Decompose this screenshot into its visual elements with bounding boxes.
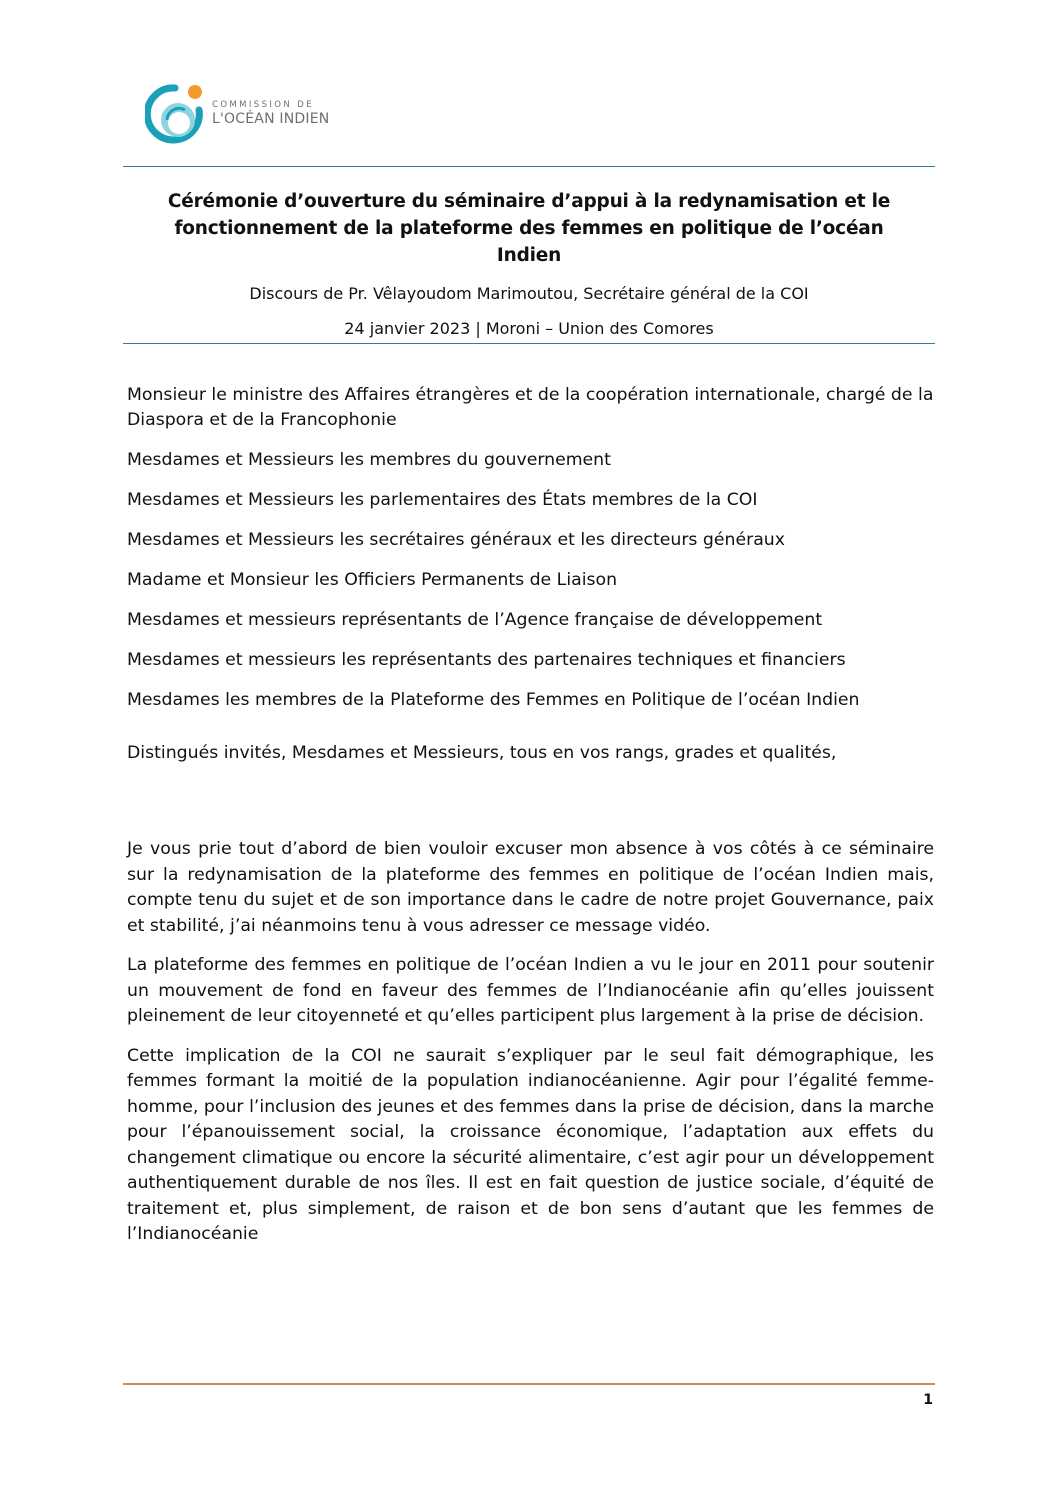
salutation-item: Madame et Monsieur les Officiers Permanents de Liaison bbox=[127, 570, 618, 590]
logo-line-2: L'OCÉAN INDIEN bbox=[212, 111, 330, 127]
speaker-line: Discours de Pr. Vêlayoudom Marimoutou, Secrétaire général de la COI bbox=[249, 284, 809, 303]
salutation-item: Mesdames les membres de la Plateforme des Femmes en Politique de l’océan Indien bbox=[127, 690, 860, 710]
header-divider bbox=[123, 166, 935, 167]
title-line: Indien bbox=[496, 245, 562, 266]
logo-line-1: COMMISSION DE bbox=[212, 100, 314, 110]
subtitle-divider bbox=[123, 343, 935, 344]
salutation-item: Mesdames et Messieurs les parlementaires des États membres de la COI bbox=[127, 490, 758, 510]
speech-body bbox=[127, 837, 934, 1262]
coi-emblem-icon bbox=[145, 80, 207, 146]
salutation-item: Monsieur le ministre des Affaires étrangères et de la coopération internationale, chargé de la Diaspora et de la Francophonie bbox=[127, 385, 934, 430]
salutation-item: Mesdames et Messieurs les secrétaires généraux et les directeurs généraux bbox=[127, 530, 785, 550]
body-paragraph: La plateforme des femmes en politique de l’océan Indien a vu le jour en 2011 pour soutenir un mouvement de fond en faveur des femmes de l’Indianocéanie afin qu’elles jouissent pleinement de leur citoyenneté et qu’elles participent plus largement à la prise de décision. bbox=[127, 955, 934, 1026]
body-paragraph: Cette implication de la COI ne saurait s’expliquer par le seul fait démographique, les femmes formant la moitié de la population indianocéanienne. Agir pour l’égalité femme-homme, pour l’inclusion des jeunes et des femmes dans la prise de décision, dans la marche pour l’épanouissement social, la croissance économique, l’adaptation aux effets du changement climatique ou encore la sécurité alimentaire, c’est agir pour un développement authentiquement durable de nos îles. Il est en fait question de justice sociale, d’équité de traitement et, plus simplement, de raison et de bon sens d’autant que les femmes de l’Indianocéanie bbox=[127, 1045, 934, 1244]
salutation-item: Mesdames et messieurs les représentants des partenaires techniques et financiers bbox=[127, 650, 846, 670]
document-title bbox=[123, 188, 935, 269]
coi-logo bbox=[145, 80, 345, 146]
salutation-item: Mesdames et messieurs représentants de l’Agence française de développement bbox=[127, 610, 823, 630]
date-location-line: 24 janvier 2023 | Moroni – Union des Comores bbox=[344, 319, 714, 338]
salutations-block bbox=[127, 383, 937, 781]
logo-wordmark bbox=[212, 100, 329, 127]
salutation-item: Mesdames et Messieurs les membres du gouvernement bbox=[127, 450, 611, 470]
closing-salutation: Distingués invités, Mesdames et Messieurs, tous en vos rangs, grades et qualités, bbox=[127, 743, 837, 763]
body-paragraph: Je vous prie tout d’abord de bien vouloir excuser mon absence à vos côtés à ce séminaire sur la redynamisation de la plateforme des femmes en politique de l’océan Indien mais, compte tenu du sujet et de son importance dans le cadre de notre projet Gouvernance, paix et stabilité, j’ai néanmoins tenu à vous adresser ce message vidéo. bbox=[127, 839, 934, 936]
footer-divider bbox=[123, 1383, 935, 1385]
title-line: fonctionnement de la plateforme des femmes en politique de l’océan bbox=[174, 218, 884, 239]
page-number: 1 bbox=[923, 1392, 933, 1408]
title-line: Cérémonie d’ouverture du séminaire d’appui à la redynamisation et le bbox=[167, 191, 891, 212]
